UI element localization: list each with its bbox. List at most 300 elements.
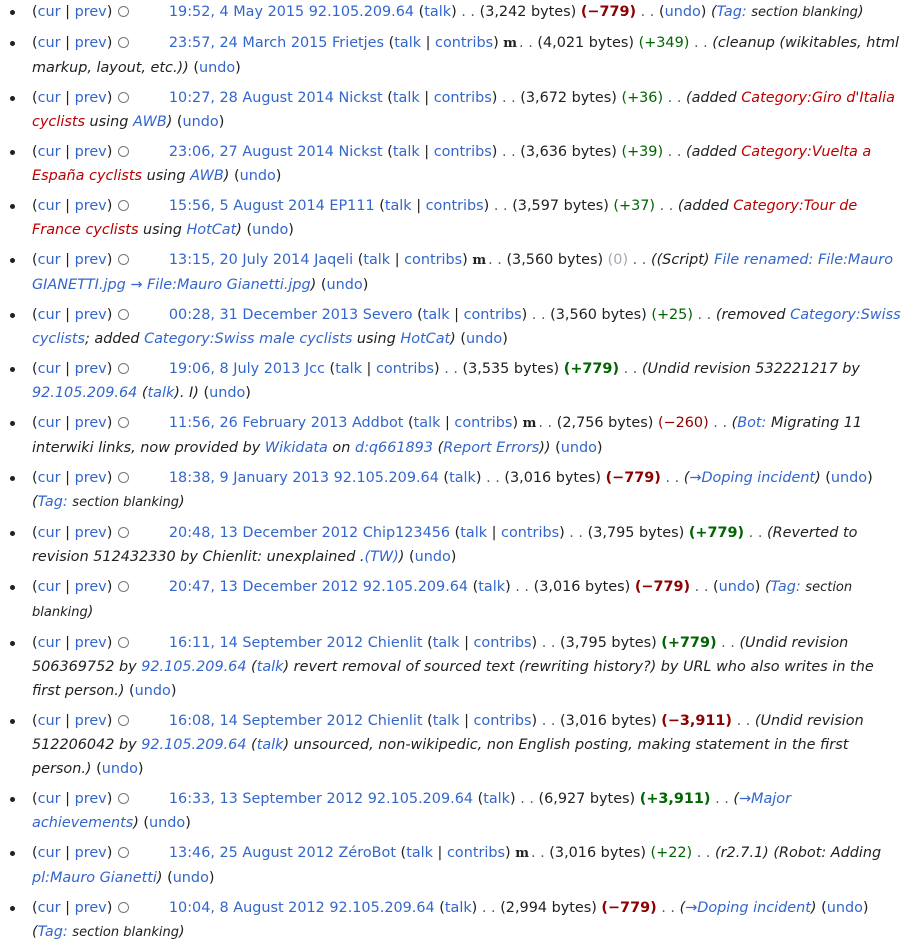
summary-text: (r2.7.1) (Robot: Adding [715,845,882,861]
revision-date-link[interactable]: 13:15, 20 July 2014 [168,252,310,268]
summary-link[interactable]: AWB [133,114,167,130]
separator: . . [713,415,732,431]
summary-text: ) unsourced, non-wikipedic, non English posting, making statement in the first person.) [32,737,849,777]
tag-name: section blanking [32,580,853,620]
user-link[interactable]: Nickst [338,90,383,106]
tag-name: section blanking [72,925,179,940]
separator: . . [715,791,734,807]
summary-link[interactable]: talk [256,659,284,675]
summary-link[interactable]: Report Errors [443,440,540,456]
user-link[interactable]: Addbot [351,415,404,431]
separator: . . [493,198,513,214]
summary-text: ) revert removal of sourced text (rewriting history?) by URL who also writes in the first person.) [32,659,874,699]
summary-text: ; added [84,331,145,347]
user-link[interactable]: ZéroBot [338,845,396,861]
user-talk-link[interactable]: talk [413,415,441,431]
byte-diff: (0) [607,252,629,268]
user-link[interactable]: Nickst [338,144,383,160]
compare-radio[interactable] [118,254,129,265]
prev-link[interactable]: prev [74,307,107,323]
user-contribs-link[interactable]: contribs [501,525,560,541]
revision-date-link[interactable]: 16:11, 14 September 2012 [168,635,364,651]
user-link[interactable]: 92.105.209.64 [329,900,435,916]
cur-link[interactable]: cur [37,90,61,106]
revision-date-link[interactable]: 20:48, 13 December 2012 [168,525,359,541]
cur-link[interactable]: cur [37,579,61,595]
cur-link[interactable]: cur [37,252,61,268]
undo-link[interactable]: undo [134,683,171,699]
summary-text: using [138,222,187,238]
user-talk-link[interactable]: talk [478,579,506,595]
byte-size: (3,672 bytes) [520,90,617,106]
compare-radio[interactable] [118,637,129,648]
user-talk-link[interactable]: talk [424,4,452,20]
compare-radio[interactable] [118,37,129,48]
revision-row: (cur | prev) 20:47, 13 December 2012 92.105.209.64 (talk) . . (3,016 bytes) (−779) . . (undo) (Tag: section blanking) [32,575,901,625]
undo-link[interactable]: undo [209,385,246,401]
tag-link[interactable]: Tag: [37,494,68,510]
cur-link[interactable]: cur [37,525,61,541]
separator: . . [697,307,716,323]
separator: . . [659,198,678,214]
revision-row: (cur | prev) 10:27, 28 August 2014 Nickst (talk | contribs) . . (3,672 bytes) (+36) . . (added Category:Giro d'Italia cyclists using AWB) (undo) [32,86,901,134]
summary-link[interactable]: (TW) [364,549,399,565]
prev-link[interactable]: prev [74,579,107,595]
summary-text: ( [433,440,444,456]
byte-diff: (−779) [634,579,691,595]
user-talk-link[interactable]: talk [406,845,433,861]
byte-size: (3,535 bytes) [462,361,560,377]
summary-text: ( [137,385,148,401]
summary-text: ) [398,549,405,565]
separator: . . [693,35,713,51]
summary-link[interactable]: Category:Tour de France cyclists [32,198,858,238]
compare-radio[interactable] [118,472,129,483]
summary-text: using [142,168,191,184]
byte-diff: (+39) [621,144,664,160]
byte-diff: (−3,911) [661,713,733,729]
separator: . . [569,525,588,541]
revision-row: (cur | prev) 10:04, 8 August 2012 92.105.209.64 (talk) . . (2,994 bytes) (−779) . . (→Doping incident) (undo) (Tag: section blanking) [32,896,901,945]
summary-link[interactable]: HotCat [186,222,237,238]
separator: . . [667,144,686,160]
user-contribs-link[interactable]: contribs [463,307,522,323]
summary-link[interactable]: 92.105.209.64 [32,385,138,401]
user-contribs-link[interactable]: contribs [473,713,532,729]
separator: . . [736,713,755,729]
user-contribs-link[interactable]: contribs [473,635,532,651]
byte-size: (2,994 bytes) [500,900,597,916]
revision-date-link[interactable]: 19:06, 8 July 2013 [168,361,301,377]
byte-diff: (−779) [580,4,637,20]
summary-text: ) [223,168,230,184]
user-contribs-link[interactable]: contribs [433,90,492,106]
compare-radio[interactable] [118,527,129,538]
revision-row: (cur | prev) 11:56, 26 February 2013 Addbot (talk | contribs) m . . (2,756 bytes) (−260) . . (Bot: Migrating 11 interwiki links, now provided by Wikidata on d:q661893 (Report Errors)) (undo) [32,411,901,460]
minor-edit-mark: m [472,253,487,268]
undo-link[interactable]: undo [466,331,503,347]
undo-link[interactable]: undo [664,4,701,20]
separator: . . [515,579,534,595]
separator: . . [481,900,501,916]
revision-date-link[interactable]: 18:38, 9 January 2013 [168,470,329,486]
separator: . . [748,525,767,541]
revision-row: (cur | prev) 19:52, 4 May 2015 92.105.209.64 (talk) . . (3,242 bytes) (−779) . . (undo) (Tag: section blanking) [32,0,901,25]
user-link[interactable]: Severo [362,307,413,323]
separator: . . [696,845,716,861]
user-contribs-link[interactable]: contribs [404,252,463,268]
user-contribs-link[interactable]: contribs [433,144,492,160]
byte-size: (6,927 bytes) [538,791,636,807]
summary-link[interactable]: talk [147,385,175,401]
byte-size: (3,795 bytes) [560,635,657,651]
edit-summary [680,900,817,916]
revision-row: (cur | prev) 16:08, 14 September 2012 Chienlit (talk | contribs) . . (3,016 bytes) (−3,911) . . (Undid revision 512206042 by 92.105.209.64 (talk) unsourced, non-wikipedic, non English posting, making statement in the first person.) (undo) [32,709,901,781]
summary-text: (cleanup (wikitables, html markup, layout, etc.)) [32,35,899,76]
undo-link[interactable]: undo [326,277,363,293]
prev-link[interactable]: prev [74,470,107,486]
undo-link[interactable]: undo [149,815,186,831]
revision-row: (cur | prev) 19:06, 8 July 2013 Jcc (talk | contribs) . . (3,535 bytes) (+779) . . (Undid revision 532221217 by 92.105.209.64 (talk). I) (undo) [32,357,901,405]
separator: . . [721,635,740,651]
user-talk-link[interactable]: talk [483,791,510,807]
user-contribs-link[interactable]: contribs [435,35,494,51]
byte-diff: (+779) [661,635,717,651]
user-contribs-link[interactable]: contribs [454,415,513,431]
separator: . . [486,470,505,486]
summary-link[interactable]: Category:Vuelta a España cyclists [32,144,872,184]
separator: . . [520,791,539,807]
edit-summary [684,470,821,486]
byte-size: (3,560 bytes) [506,252,604,268]
cur-link[interactable]: cur [37,635,61,651]
separator: . . [531,307,551,323]
summary-text: (Undid revision 532221217 by [641,361,860,377]
summary-text: ) [166,114,173,130]
undo-link[interactable]: undo [826,900,863,916]
revision-date-link[interactable]: 15:56, 5 August 2014 [168,198,325,214]
summary-link[interactable]: d:q661893 [354,440,433,456]
revision-row: (cur | prev) 00:28, 31 December 2013 Severo (talk | contribs) . . (3,560 bytes) (+25) . . (removed Category:Swiss cyclists; added Category:Swiss male cyclists using HotCat) (undo) [32,303,901,351]
byte-size: (3,016 bytes) [549,845,646,861]
compare-radio[interactable] [118,847,129,858]
revision-date-link[interactable]: 13:46, 25 August 2012 [168,845,334,861]
user-link[interactable]: 92.105.209.64 [367,791,473,807]
byte-size: (3,560 bytes) [550,307,647,323]
cur-link[interactable]: cur [37,361,61,377]
minor-edit-mark: m [515,846,529,861]
undo-link[interactable]: undo [101,761,138,777]
byte-diff: (+779) [563,361,620,377]
separator: . . [488,252,507,268]
separator: . . [530,845,550,861]
summary-link[interactable]: Category:Giro d'Italia cyclists [32,90,895,130]
summary-text: ) [310,277,317,293]
undo-link[interactable]: undo [182,114,219,130]
summary-link[interactable]: 92.105.209.64 [141,737,247,753]
minor-edit-mark: m [522,416,537,431]
cur-link[interactable]: cur [37,791,61,807]
separator: . . [541,635,561,651]
summary-link[interactable]: Wikidata [264,440,328,456]
revision-row: (cur | prev) 13:46, 25 August 2012 ZéroBot (talk | contribs) m . . (3,016 bytes) (+22) . . (r2.7.1) (Robot: Adding pl:Mauro Gianetti) (undo) [32,841,901,890]
undo-link[interactable]: undo [239,168,276,184]
tag-link[interactable]: Tag: [37,924,68,940]
user-talk-link[interactable]: talk [392,144,420,160]
revision-date-link[interactable]: 16:08, 14 September 2012 [168,713,364,729]
summary-text: ) [810,900,817,916]
user-link[interactable]: Frietjes [332,35,385,51]
separator: . . [694,579,713,595]
prev-link[interactable]: prev [74,252,107,268]
cur-link[interactable]: cur [37,713,61,729]
cur-link[interactable]: cur [37,415,61,431]
summary-link[interactable]: pl:Mauro Gianetti [32,870,157,886]
change-tag: (Tag: section blanking) [32,494,185,510]
revision-date-link[interactable]: 00:28, 31 December 2013 [168,307,359,323]
revision-date-link[interactable]: 20:47, 13 December 2012 [168,579,359,595]
byte-diff: (+36) [621,90,664,106]
separator: . . [632,252,651,268]
compare-radio[interactable] [118,363,129,374]
compare-radio[interactable] [118,146,129,157]
summary-link[interactable]: Category:Swiss male cyclists [144,331,353,347]
tag-name: section blanking [72,495,179,510]
user-talk-link[interactable]: talk [460,525,488,541]
byte-diff: (−779) [601,900,657,916]
byte-size: (3,016 bytes) [560,713,657,729]
summary-link[interactable]: HotCat [400,331,451,347]
user-talk-link[interactable]: talk [422,307,450,323]
user-contribs-link[interactable]: contribs [446,845,506,861]
undo-link[interactable]: undo [560,440,597,456]
user-link[interactable]: EP111 [329,198,375,214]
change-tag: (Tag: section blanking) [710,4,864,20]
compare-radio[interactable] [118,581,129,592]
compare-radio[interactable] [118,793,129,804]
prev-link[interactable]: prev [74,845,107,861]
byte-diff: (+22) [650,845,693,861]
change-tag: (Tag: section blanking) [32,579,853,620]
user-link[interactable]: Chienlit [367,713,423,729]
compare-radio[interactable] [118,92,129,103]
summary-text: ((Script) [650,252,715,268]
byte-diff: (+349) [638,35,690,51]
summary-link[interactable]: AWB [190,168,224,184]
prev-link[interactable]: prev [74,144,107,160]
prev-link[interactable]: prev [74,635,107,651]
summary-text: ) [133,815,139,831]
cur-link[interactable]: cur [37,4,61,20]
summary-text: (removed [715,307,791,323]
separator: . . [541,713,561,729]
byte-diff: (−779) [605,470,661,486]
user-talk-link[interactable]: talk [392,90,420,106]
prev-link[interactable]: prev [74,361,107,377]
tag-link[interactable]: Tag: [770,579,801,595]
separator: . . [519,35,538,51]
undo-link[interactable]: undo [252,222,289,238]
cur-link[interactable]: cur [37,900,61,916]
prev-link[interactable]: prev [74,35,107,51]
compare-radio[interactable] [118,200,129,211]
user-link[interactable]: 92.105.209.64 [308,4,415,20]
separator: . . [501,90,521,106]
user-link[interactable]: 92.105.209.64 [333,470,439,486]
prev-link[interactable]: prev [74,4,107,20]
summary-text: (Undid revision 506369752 by [32,635,849,675]
user-link[interactable]: 92.105.209.64 [362,579,469,595]
revision-row: (cur | prev) 13:15, 20 July 2014 Jaqeli (talk | contribs) m . . (3,560 bytes) (0) . . ((Script) File renamed: File:Mauro GIANETTI.jpg → File:Mauro Gianetti.jpg) (undo) [32,248,901,297]
user-talk-link[interactable]: talk [432,635,460,651]
summary-text: ( [246,737,257,753]
compare-radio[interactable] [118,6,129,17]
separator: . . [661,900,680,916]
summary-text: ). I) [174,385,199,401]
summary-link[interactable]: 92.105.209.64 [141,659,247,675]
user-talk-link[interactable]: talk [432,713,460,729]
summary-text: ) [450,331,456,347]
revision-row: (cur | prev) 16:33, 13 September 2012 92.105.209.64 (talk) . . (6,927 bytes) (+3,911) . . (→Major achievements) (undo) [32,787,901,835]
revision-date-link[interactable]: 23:57, 24 March 2015 [168,35,328,51]
prev-link[interactable]: prev [74,900,107,916]
separator: . . [501,144,521,160]
prev-link[interactable]: prev [74,525,107,541]
summary-link[interactable]: talk [256,737,284,753]
byte-diff: (+3,911) [639,791,711,807]
undo-link[interactable]: undo [198,60,236,76]
separator: . . [444,361,463,377]
byte-size: (3,597 bytes) [512,198,609,214]
summary-text: ( [679,900,686,916]
byte-diff: (+779) [688,525,745,541]
separator: . . [640,4,659,20]
separator: . . [461,4,480,20]
summary-link[interactable]: →Doping incident [685,900,811,916]
summary-text: Migrating 11 interwiki links, now provided by [32,415,863,456]
byte-size: (4,021 bytes) [537,35,635,51]
byte-diff: (−260) [657,415,709,431]
compare-radio[interactable] [118,902,129,913]
separator: . . [665,470,684,486]
user-contribs-link[interactable]: contribs [375,361,435,377]
undo-link[interactable]: undo [718,579,755,595]
user-link[interactable]: Chip123456 [362,525,451,541]
cur-link[interactable]: cur [37,470,61,486]
tag-name: section blanking [751,5,858,20]
revision-date-link[interactable]: 10:04, 8 August 2012 [168,900,325,916]
revision-row: (cur | prev) 16:11, 14 September 2012 Chienlit (talk | contribs) . . (3,795 bytes) (+779) . . (Undid revision 506369752 by 92.105.209.64 (talk) revert removal of sourced text (rewriting history?) by URL who also writes in the first person.) (undo) [32,631,901,703]
summary-text: ( [246,659,257,675]
byte-size: (3,242 bytes) [479,4,577,20]
revision-date-link[interactable]: 23:06, 27 August 2014 [168,144,334,160]
undo-link[interactable]: undo [830,470,868,486]
summary-text: (Reverted to revision 512432330 by Chienlit: unexplained . [32,525,858,565]
cur-link[interactable]: cur [37,198,61,214]
summary-text: using [84,114,134,130]
undo-link[interactable]: undo [414,549,451,565]
summary-text: (added [677,198,734,214]
summary-text: ) [156,870,163,886]
byte-size: (3,016 bytes) [533,579,631,595]
undo-link[interactable]: undo [172,870,209,886]
revision-date-link[interactable]: 10:27, 28 August 2014 [168,90,334,106]
tag-link[interactable]: Tag: [716,4,747,20]
separator: . . [667,90,686,106]
separator: . . [538,415,557,431]
edit-summary [32,252,893,293]
revision-row: (cur | prev) 18:38, 9 January 2013 92.105.209.64 (talk) . . (3,016 bytes) (−779) . . (→Doping incident) (undo) (Tag: section blanking) [32,466,901,515]
byte-size: (3,636 bytes) [520,144,617,160]
user-talk-link[interactable]: talk [384,198,412,214]
summary-text: (added [685,144,742,160]
edit-summary [32,415,862,456]
summary-text: ) [815,470,821,486]
user-link[interactable]: Jcc [304,361,325,377]
user-link[interactable]: Chienlit [367,635,423,651]
revision-row: (cur | prev) 20:48, 13 December 2012 Chip123456 (talk | contribs) . . (3,795 bytes) (+779) . . (Reverted to revision 512432330 by Chienlit: unexplained .(TW)) (undo) [32,521,901,569]
cur-link[interactable]: cur [37,845,61,861]
summary-text: ( [733,791,739,807]
user-talk-link[interactable]: talk [335,361,362,377]
separator: . . [623,361,642,377]
compare-radio[interactable] [118,417,129,428]
summary-link[interactable]: Category:Swiss cyclists [32,307,901,347]
summary-text: ( [731,415,738,431]
summary-text: ( [683,470,690,486]
summary-link[interactable]: →Major achievements [32,791,792,831]
summary-text: (added [685,90,742,106]
summary-link[interactable]: Bot: [737,415,767,431]
summary-text: ) [236,222,242,238]
cur-link[interactable]: cur [37,35,61,51]
revision-date-link[interactable]: 16:33, 13 September 2012 [168,791,364,807]
revision-row: (cur | prev) 23:06, 27 August 2014 Nickst (talk | contribs) . . (3,636 bytes) (+39) . . (added Category:Vuelta a España cyclists using AWB) (undo) [32,140,901,188]
byte-size: (2,756 bytes) [556,415,654,431]
revision-date-link[interactable]: 19:52, 4 May 2015 [168,4,305,20]
revision-date-link[interactable]: 11:56, 26 February 2013 [168,415,348,431]
user-contribs-link[interactable]: contribs [425,198,484,214]
compare-radio[interactable] [118,715,129,726]
user-talk-link[interactable]: talk [363,252,391,268]
byte-size: (3,016 bytes) [504,470,602,486]
prev-link[interactable]: prev [74,198,107,214]
minor-edit-mark: m [503,36,518,51]
summary-text: on [327,440,355,456]
cur-link[interactable]: cur [37,144,61,160]
revision-row: (cur | prev) 23:57, 24 March 2015 Frietjes (talk | contribs) m . . (4,021 bytes) (+349) . . (cleanup (wikitables, html markup, layout, etc.)) (undo) [32,31,901,80]
prev-link[interactable]: prev [74,90,107,106]
summary-link[interactable]: →Doping incident [689,470,816,486]
prev-link[interactable]: prev [74,415,107,431]
compare-radio[interactable] [118,309,129,320]
change-tag: (Tag: section blanking) [32,924,185,940]
summary-link[interactable]: File renamed: File:Mauro GIANETTI.jpg → File:Mauro Gianetti.jpg [32,252,894,293]
summary-text: using [352,331,401,347]
summary-text: )) [539,440,551,456]
byte-diff: (+37) [613,198,656,214]
user-link[interactable]: Jaqeli [314,252,354,268]
cur-link[interactable]: cur [37,307,61,323]
prev-link[interactable]: prev [74,713,107,729]
user-talk-link[interactable]: talk [444,900,472,916]
revision-row: (cur | prev) 15:56, 5 August 2014 EP111 (talk | contribs) . . (3,597 bytes) (+37) . . (added Category:Tour de France cyclists using HotCat) (undo) [32,194,901,242]
byte-diff: (+25) [651,307,693,323]
user-talk-link[interactable]: talk [394,35,422,51]
byte-size: (3,795 bytes) [587,525,685,541]
user-talk-link[interactable]: talk [449,470,476,486]
prev-link[interactable]: prev [74,791,107,807]
